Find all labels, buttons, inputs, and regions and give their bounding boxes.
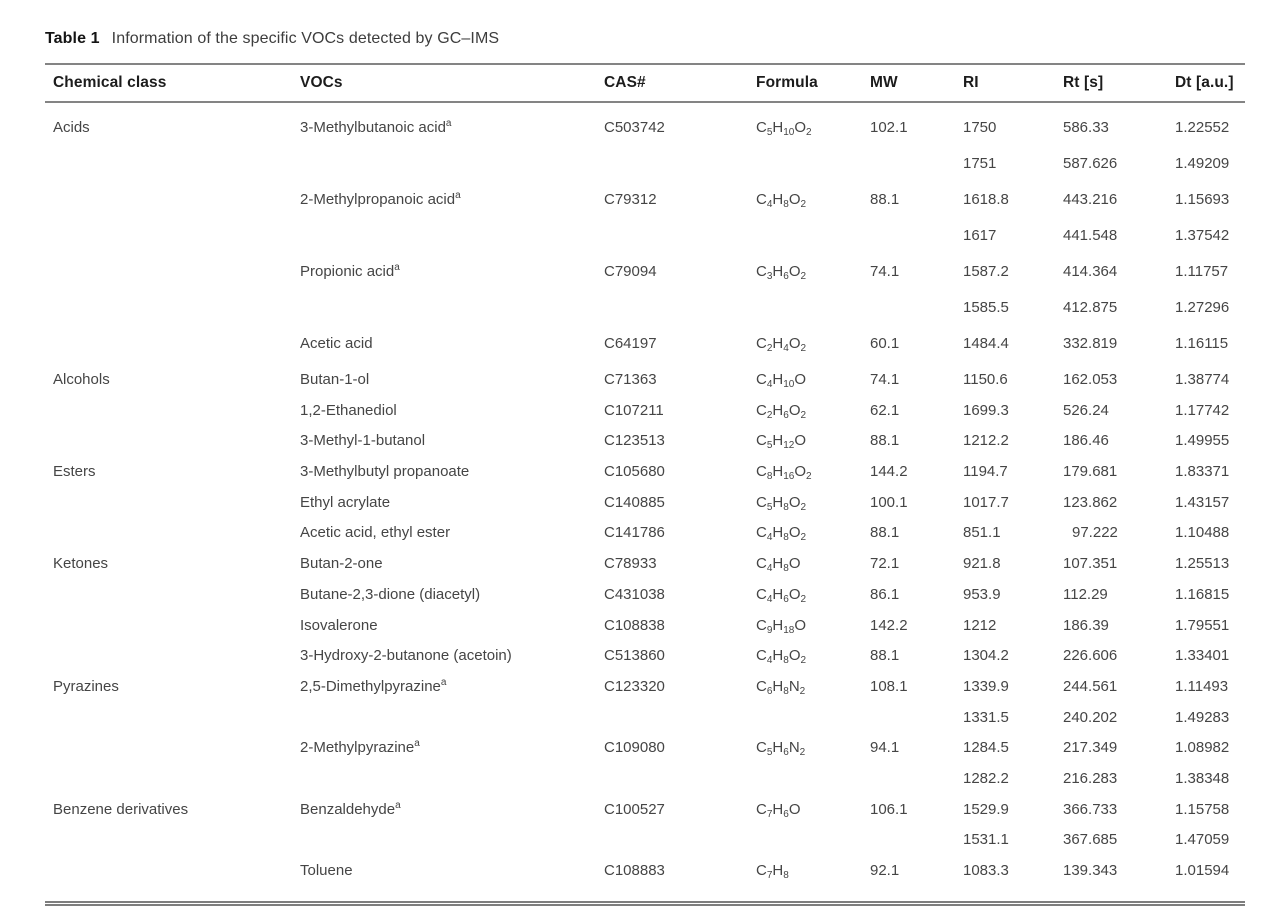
table-row	[45, 155, 1245, 191]
cell-rt: 139.343	[1063, 862, 1118, 879]
cell-voc: Butane-2,3-dione (diacetyl)	[300, 585, 481, 603]
table-body	[45, 103, 1245, 906]
cell-dt: 1.22552	[1175, 119, 1230, 136]
cell-formula: $C_6H_8N_2$	[756, 677, 806, 697]
cell-cas: C109080	[604, 739, 665, 757]
cell-dt: 1.15693	[1175, 191, 1230, 208]
table-caption	[45, 28, 1245, 50]
column-header-vocs: VOCs	[300, 74, 343, 91]
cell-rt: 186.39	[1063, 616, 1109, 634]
cell-ri: 1212	[963, 616, 997, 634]
table-caption-label: Table 1	[45, 30, 100, 47]
cell-voc: 3-Methylbutanoic acid$^a$	[300, 118, 452, 136]
cell-cas: C64197	[604, 335, 657, 352]
cell-voc: Benzaldehyde$^a$	[300, 799, 401, 818]
cell-rt: 240.202	[1063, 708, 1118, 726]
cell-voc: 2,5-Dimethylpyrazine$^a$	[300, 676, 447, 695]
cell-formula: $C_7H_6O$	[756, 800, 801, 820]
cell-formula: $C_4H_8O_2$	[756, 647, 807, 667]
table-row	[45, 801, 1245, 832]
cell-ri: 953.9	[963, 585, 1001, 603]
cell-mw: 144.2	[870, 463, 908, 481]
table-row	[45, 463, 1245, 494]
cell-cas: C78933	[604, 555, 657, 573]
cell-rt: 586.33	[1063, 119, 1109, 136]
cell-rt: 441.548	[1063, 227, 1118, 244]
cell-ri: 1284.5	[963, 739, 1009, 757]
cell-voc: Butan-1-ol	[300, 371, 370, 388]
cell-ri: 1618.8	[963, 191, 1009, 208]
table-row	[45, 335, 1245, 371]
cell-cas: C108838	[604, 616, 665, 634]
table-row	[45, 555, 1245, 586]
table-caption-text: Information of the specific VOCs detected by GC–IMS	[111, 30, 500, 47]
column-header-ri: RI	[963, 74, 979, 91]
table-row	[45, 739, 1245, 770]
cell-rt: 216.283	[1063, 769, 1118, 787]
cell-ri: 1617	[963, 227, 997, 244]
cell-rt: 367.685	[1063, 831, 1118, 849]
cell-chemical-class: Pyrazines	[53, 677, 119, 695]
cell-formula: $C_5H_6N_2$	[756, 739, 806, 759]
cell-voc: 3-Methylbutyl propanoate	[300, 463, 470, 481]
cell-formula: $C_4H_{10}O$	[756, 371, 807, 390]
cell-formula: $C_9H_{18}O$	[756, 616, 807, 636]
cell-formula: $C_3H_6O_2$	[756, 263, 807, 282]
cell-formula: $C_7H_8$	[756, 862, 789, 881]
table-row	[45, 617, 1245, 648]
cell-rt: 179.681	[1063, 463, 1118, 481]
cell-cas: C123513	[604, 432, 665, 450]
cell-ri: 1339.9	[963, 677, 1009, 695]
voc-table	[45, 63, 1245, 906]
table-row	[45, 770, 1245, 801]
column-header-chemical-class: Chemical class	[53, 74, 167, 91]
column-header-mw: MW	[870, 74, 898, 91]
cell-mw: 74.1	[870, 263, 900, 280]
cell-dt: 1.11493	[1175, 677, 1229, 695]
cell-ri: 1699.3	[963, 401, 1009, 419]
table-header-row	[45, 63, 1245, 103]
cell-ri: 1529.9	[963, 800, 1009, 818]
cell-cas: C105680	[604, 463, 665, 481]
cell-voc: Isovalerone	[300, 616, 378, 634]
cell-cas: C123320	[604, 677, 665, 695]
table-row	[45, 524, 1245, 555]
cell-ri: 1212.2	[963, 432, 1009, 450]
cell-formula: $C_4H_6O_2$	[756, 585, 807, 605]
cell-voc: 1,2-Ethanediol	[300, 401, 397, 419]
cell-cas: C141786	[604, 524, 665, 542]
table-row	[45, 402, 1245, 433]
footnote-marker: a	[440, 676, 447, 688]
cell-rt: 162.053	[1063, 371, 1118, 388]
cell-formula: $C_4H_8O$	[756, 555, 801, 575]
cell-rt: 244.561	[1063, 677, 1118, 695]
cell-dt: 1.37542	[1175, 227, 1230, 244]
cell-dt: 1.49209	[1175, 155, 1230, 172]
cell-cas: C513860	[604, 647, 665, 665]
cell-voc: 3-Hydroxy-2-butanone (acetoin)	[300, 647, 512, 665]
table-row	[45, 371, 1245, 402]
cell-mw: 102.1	[870, 119, 908, 136]
cell-ri: 1282.2	[963, 769, 1009, 787]
cell-ri: 1083.3	[963, 862, 1009, 879]
cell-rt: 107.351	[1063, 555, 1118, 573]
cell-ri: 1304.2	[963, 647, 1009, 665]
cell-dt: 1.38348	[1175, 769, 1230, 787]
cell-rt: 217.349	[1063, 739, 1118, 757]
column-header-dt: Dt [a.u.]	[1175, 74, 1234, 91]
column-header-rt: Rt [s]	[1063, 74, 1104, 91]
cell-mw: 74.1	[870, 371, 900, 388]
cell-rt: 186.46	[1063, 432, 1109, 450]
table-row	[45, 227, 1245, 263]
cell-rt: 332.819	[1063, 335, 1118, 352]
cell-cas: C140885	[604, 493, 665, 511]
table-row	[45, 432, 1245, 463]
cell-mw: 60.1	[870, 335, 900, 352]
cell-mw: 88.1	[870, 647, 900, 665]
cell-cas: C79094	[604, 263, 657, 280]
cell-chemical-class: Benzene derivatives	[53, 800, 189, 818]
cell-formula: $C_5H_{12}O$	[756, 432, 807, 452]
cell-cas: C431038	[604, 585, 665, 603]
cell-cas: C107211	[604, 401, 664, 419]
cell-rt: 587.626	[1063, 155, 1118, 172]
cell-dt: 1.47059	[1175, 831, 1230, 849]
cell-mw: 100.1	[870, 493, 908, 511]
cell-ri: 1017.7	[963, 493, 1009, 511]
cell-voc: Ethyl acrylate	[300, 493, 391, 511]
cell-mw: 88.1	[870, 432, 900, 450]
table-row	[45, 263, 1245, 299]
cell-cas: C71363	[604, 371, 657, 388]
cell-formula: $C_2H_4O_2$	[756, 335, 807, 354]
cell-rt: 366.733	[1063, 800, 1118, 818]
cell-dt: 1.10488	[1175, 524, 1230, 542]
cell-dt: 1.43157	[1175, 493, 1230, 511]
cell-dt: 1.33401	[1175, 647, 1230, 665]
cell-ri: 921.8	[963, 555, 1001, 573]
cell-rt: 414.364	[1063, 263, 1118, 280]
cell-voc: 2-Methylpropanoic acid$^a$	[300, 190, 461, 208]
cell-ri: 1585.5	[963, 299, 1009, 316]
cell-voc: Acetic acid, ethyl ester	[300, 524, 451, 542]
cell-chemical-class: Alcohols	[53, 371, 110, 388]
cell-mw: 88.1	[870, 524, 900, 542]
cell-mw: 142.2	[870, 616, 908, 634]
column-header-formula: Formula	[756, 74, 818, 91]
cell-mw: 108.1	[870, 677, 908, 695]
cell-ri: 1751	[963, 155, 997, 172]
table-row	[45, 831, 1245, 862]
cell-chemical-class: Esters	[53, 463, 96, 481]
cell-formula: $C_8H_{16}O_2$	[756, 463, 812, 483]
table-row	[45, 119, 1245, 155]
cell-rt: 97.222	[1072, 524, 1118, 542]
cell-voc: Acetic acid	[300, 335, 373, 352]
cell-ri: 1750	[963, 119, 997, 136]
cell-dt: 1.83371	[1175, 463, 1230, 481]
cell-voc: Toluene	[300, 862, 353, 879]
table-row	[45, 586, 1245, 617]
cell-ri: 1531.1	[963, 831, 1009, 849]
cell-voc: Propionic acid$^a$	[300, 262, 400, 280]
cell-dt: 1.49955	[1175, 432, 1230, 450]
footnote-marker: a	[445, 118, 452, 129]
cell-ri: 1150.6	[963, 371, 1008, 388]
cell-rt: 443.216	[1063, 191, 1118, 208]
cell-formula: $C_2H_6O_2$	[756, 401, 807, 421]
footnote-marker: a	[455, 190, 461, 201]
cell-ri: 1484.4	[963, 335, 1009, 352]
cell-dt: 1.11757	[1175, 263, 1229, 280]
cell-dt: 1.27296	[1175, 299, 1230, 316]
footnote-marker: a	[394, 262, 400, 273]
cell-mw: 86.1	[870, 585, 900, 603]
cell-chemical-class: Acids	[53, 119, 90, 136]
cell-cas: C100527	[604, 800, 665, 818]
cell-ri: 1194.7	[963, 463, 1008, 481]
table-row	[45, 709, 1245, 740]
cell-rt: 412.875	[1063, 299, 1118, 316]
table-row	[45, 494, 1245, 525]
cell-formula: $C_5H_8O_2$	[756, 493, 807, 513]
cell-formula: $C_4H_8O_2$	[756, 191, 807, 210]
cell-dt: 1.08982	[1175, 739, 1230, 757]
cell-mw: 72.1	[870, 555, 900, 573]
cell-mw: 62.1	[870, 401, 900, 419]
cell-mw: 88.1	[870, 191, 900, 208]
table-row	[45, 191, 1245, 227]
cell-dt: 1.79551	[1175, 616, 1230, 634]
footnote-marker: a	[395, 799, 401, 811]
cell-dt: 1.16115	[1175, 335, 1229, 352]
column-header-cas: CAS#	[604, 74, 646, 91]
cell-dt: 1.15758	[1175, 800, 1230, 818]
cell-formula: $C_5H_{10}O_2$	[756, 119, 812, 138]
cell-formula: $C_4H_8O_2$	[756, 524, 807, 544]
cell-mw: 94.1	[870, 739, 900, 757]
cell-dt: 1.01594	[1175, 862, 1230, 879]
cell-cas: C108883	[604, 862, 665, 879]
table-row	[45, 678, 1245, 709]
cell-mw: 92.1	[870, 862, 900, 879]
cell-mw: 106.1	[870, 800, 908, 818]
cell-dt: 1.25513	[1175, 555, 1230, 573]
table-row	[45, 862, 1245, 893]
cell-dt: 1.49283	[1175, 708, 1230, 726]
cell-ri: 851.1	[963, 524, 1001, 542]
cell-ri: 1587.2	[963, 263, 1009, 280]
table-row	[45, 647, 1245, 678]
cell-dt: 1.17742	[1175, 401, 1230, 419]
cell-ri: 1331.5	[963, 708, 1009, 726]
cell-dt: 1.38774	[1175, 371, 1230, 388]
cell-dt: 1.16815	[1175, 585, 1230, 603]
cell-chemical-class: Ketones	[53, 555, 109, 573]
cell-rt: 526.24	[1063, 401, 1109, 419]
cell-voc: 3-Methyl-1-butanol	[300, 432, 426, 450]
table-row	[45, 299, 1245, 335]
cell-cas: C503742	[604, 119, 665, 136]
cell-cas: C79312	[604, 191, 657, 208]
cell-rt: 226.606	[1063, 647, 1118, 665]
cell-voc: 2-Methylpyrazine$^a$	[300, 738, 420, 757]
cell-rt: 123.862	[1063, 493, 1118, 511]
cell-voc: Butan-2-one	[300, 555, 383, 573]
footnote-marker: a	[414, 738, 420, 750]
cell-rt: 112.29	[1063, 585, 1108, 603]
